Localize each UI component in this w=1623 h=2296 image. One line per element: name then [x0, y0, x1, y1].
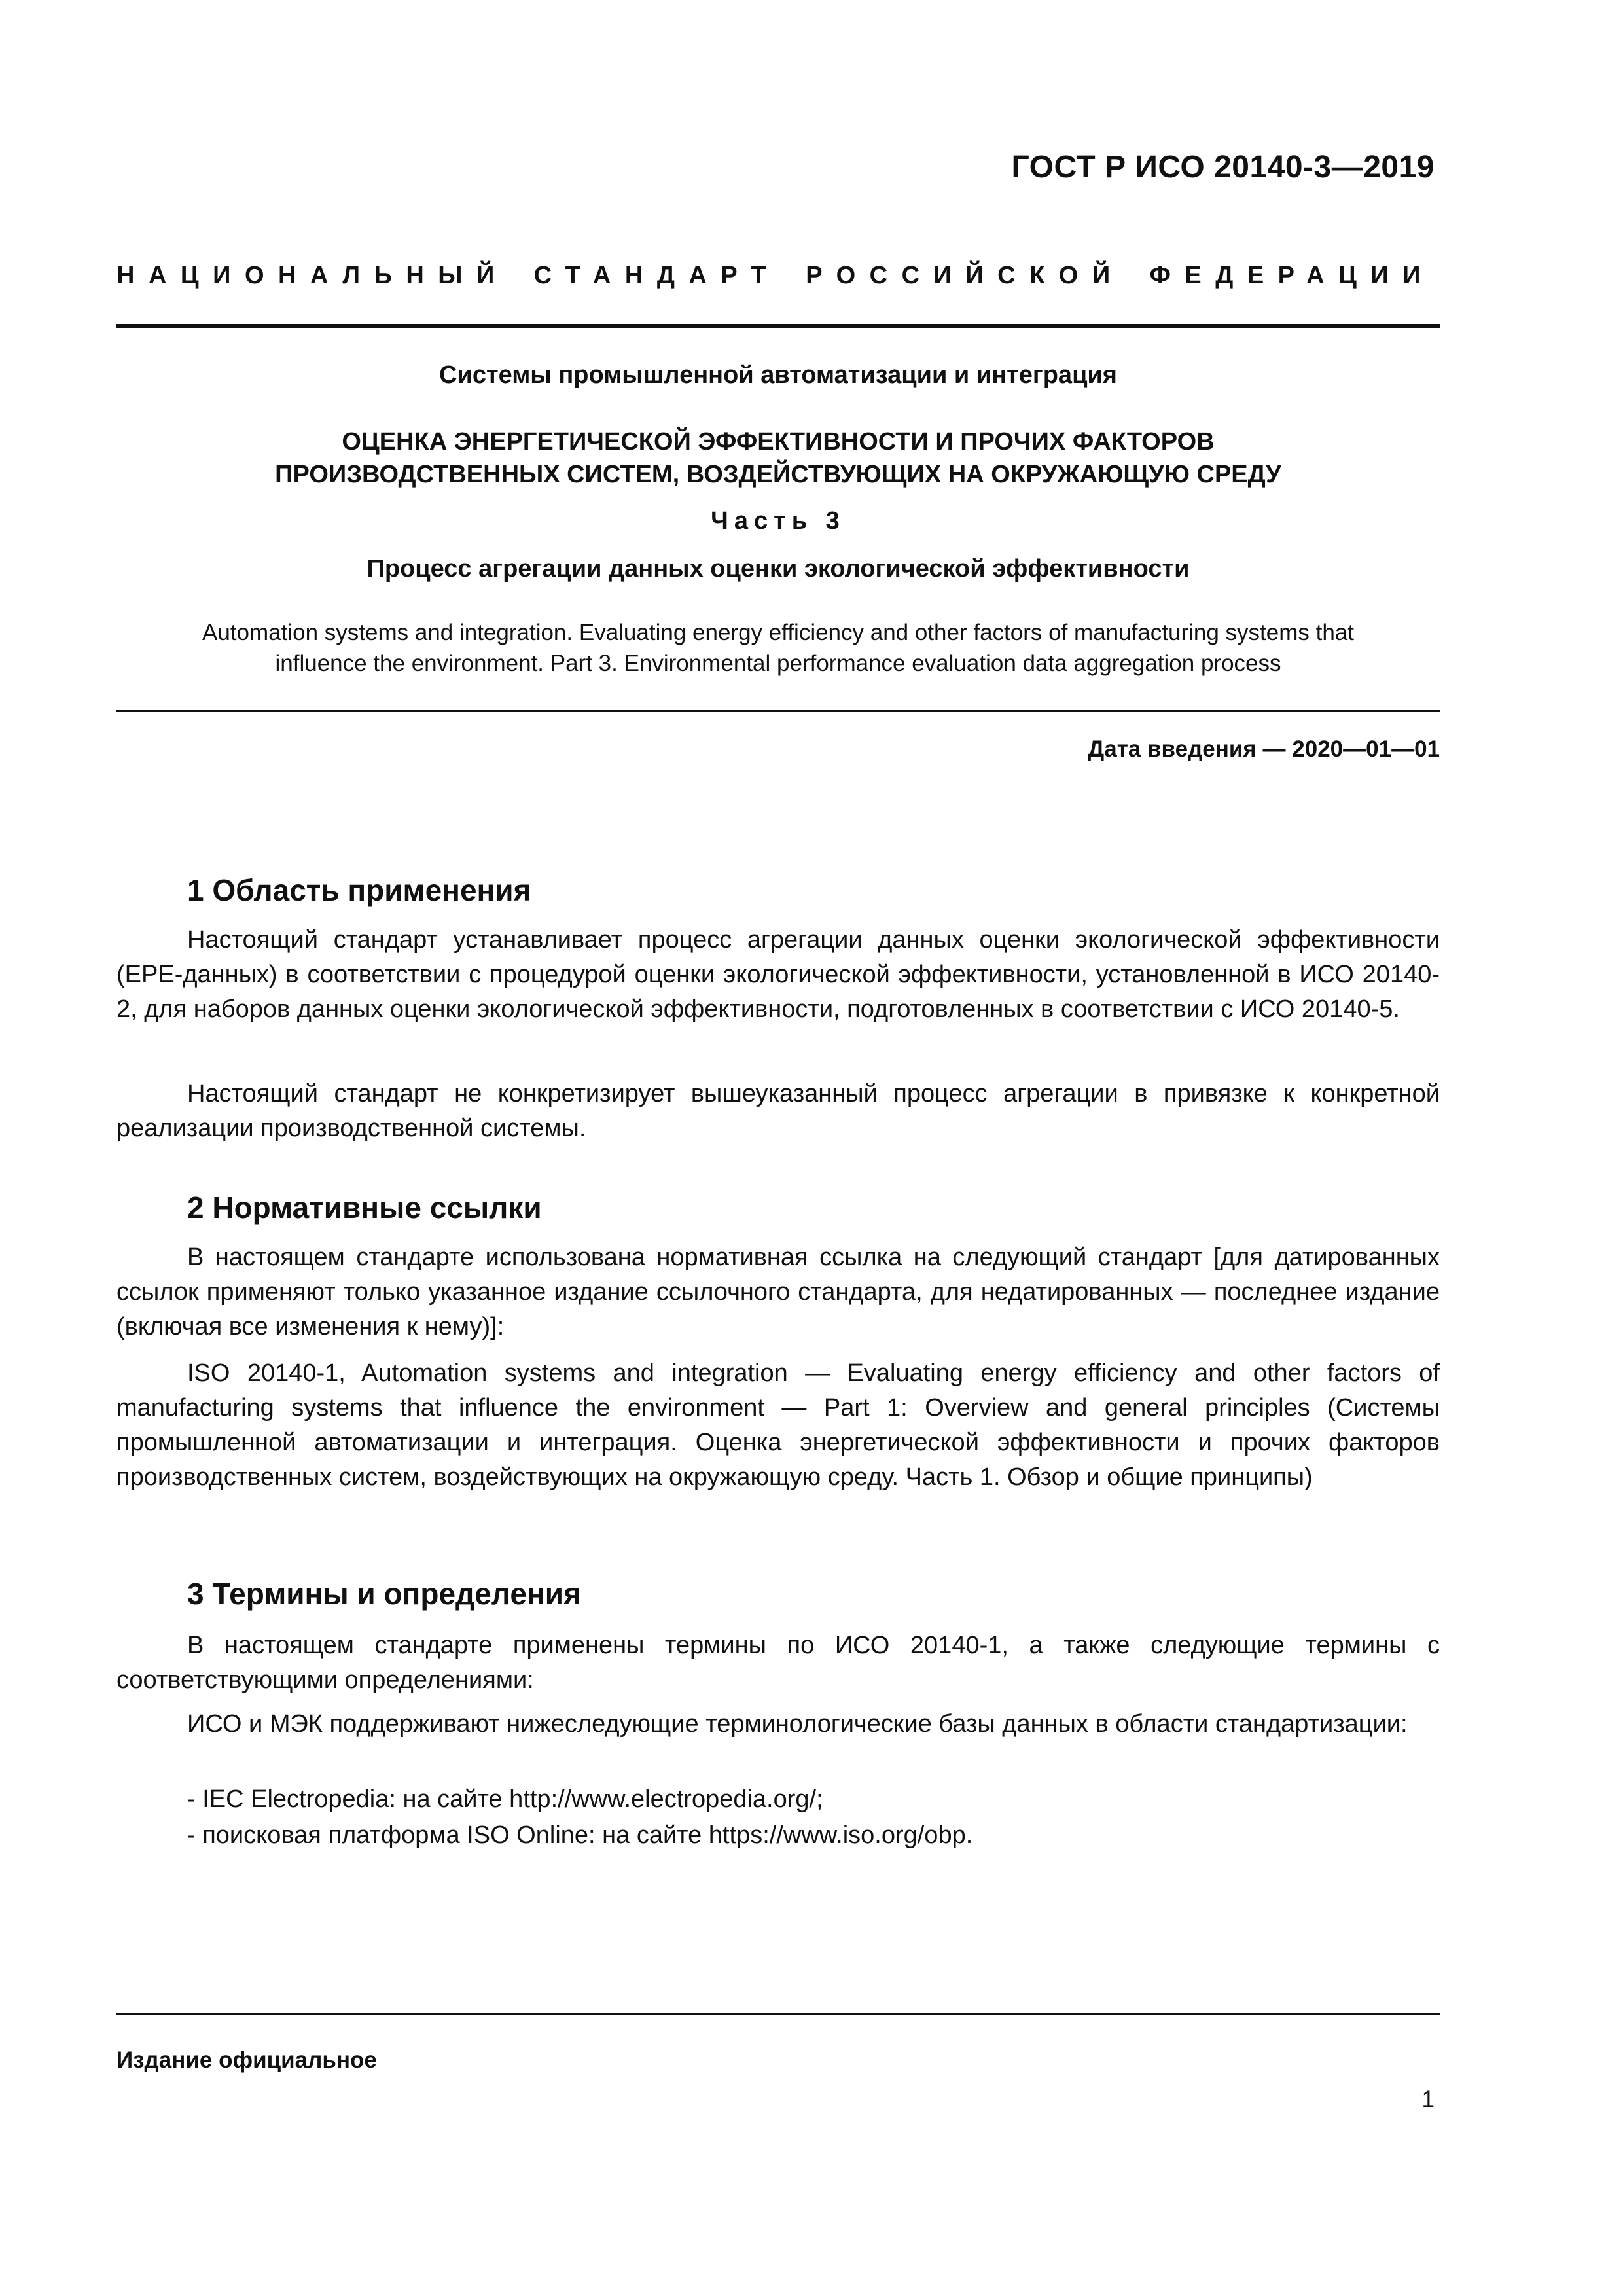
section-2-paragraph-1: В настоящем стандарте использована нормативная ссылка на следующий стандарт [для датированных ссылок применяют только указанное издание ссылочного стандарта, для недатированных — последнее издание (включая все изменения к нему)]:	[116, 1244, 1440, 1340]
section-1-paragraph-2: Настоящий стандарт не конкретизирует вышеуказанный процесс агрегации в привязке к конкретной реализации производственной системы.	[116, 1080, 1440, 1142]
main-title	[116, 425, 1440, 491]
footer-rule	[116, 2013, 1440, 2015]
section-1-paragraph-1: Настоящий стандарт устанавливает процесс агрегации данных оценки экологической эффективности (EPE-данных) в соответствии с процедурой оценки экологической эффективности, установленной в ИСО 20140-2, для наборов данных оценки экологической эффективности, подготовленных в соответствии с ИСО 20140-5.	[116, 926, 1440, 1023]
introduction-date: Дата введения — 2020—01—01	[1088, 736, 1440, 762]
part-subtitle: Процесс агрегации данных оценки экологической эффективности	[366, 555, 1190, 583]
page-number: 1	[1421, 2087, 1435, 2112]
header-rule	[116, 324, 1440, 328]
part-label: Часть 3	[711, 507, 846, 535]
section-3-heading: 3 Термины и определения	[187, 1577, 581, 1611]
section-1-heading: 1 Область применения	[187, 873, 531, 907]
english-title-line-2: influence the environment. Part 3. Environmental performance evaluation data aggregation process	[275, 651, 1281, 676]
section-3-paragraph-1: В настоящем стандарте применены термины по ИСО 20140-1, а также следующие термины с соответствующими определениями:	[116, 1632, 1440, 1694]
official-edition-label: Издание официальное	[116, 2047, 377, 2073]
english-title-line-1: Automation systems and integration. Evaluating energy efficiency and other factors of manufacturing systems that	[202, 620, 1354, 645]
section-3-paragraph-2: ИСО и МЭК поддерживают нижеследующие терминологические базы данных в области стандартизации:	[187, 1710, 1408, 1738]
list-item: - IEC Electropedia: на сайте http://www.electropedia.org/;	[187, 1785, 823, 1813]
main-title-line-1: ОЦЕНКА ЭНЕРГЕТИЧЕСКОЙ ЭФФЕКТИВНОСТИ И ПРОЧИХ ФАКТОРОВ	[342, 428, 1215, 456]
title-rule	[116, 710, 1440, 712]
standard-code: ГОСТ Р ИСО 20140-3—2019	[1011, 150, 1435, 185]
list-item: - поисковая платформа ISO Online: на сайте https://www.iso.org/obp.	[187, 1821, 973, 1849]
english-title	[116, 617, 1440, 679]
section-2-paragraph-2: ISO 20140-1, Automation systems and integration — Evaluating energy efficiency and other factors of manufacturing systems that influence the environment — Part 1: Overview and general principles (Системы промышленной автоматизации и интеграция. Оценка энергетической эффективности и прочих факторов производственных систем, воздействующих на окружающую среду. Часть 1. Обзор и общие принципы)	[116, 1359, 1440, 1491]
national-standard-banner: НАЦИОНАЛЬНЫЙ СТАНДАРТ РОССИЙСКОЙ ФЕДЕРАЦИИ	[116, 262, 1435, 289]
main-title-line-2: ПРОИЗВОДСТВЕННЫХ СИСТЕМ, ВОЗДЕЙСТВУЮЩИХ НА ОКРУЖАЮЩУЮ СРЕДУ	[275, 461, 1281, 488]
section-2-heading: 2 Нормативные ссылки	[187, 1191, 542, 1225]
standard-series-title: Системы промышленной автоматизации и интеграция	[439, 361, 1117, 389]
